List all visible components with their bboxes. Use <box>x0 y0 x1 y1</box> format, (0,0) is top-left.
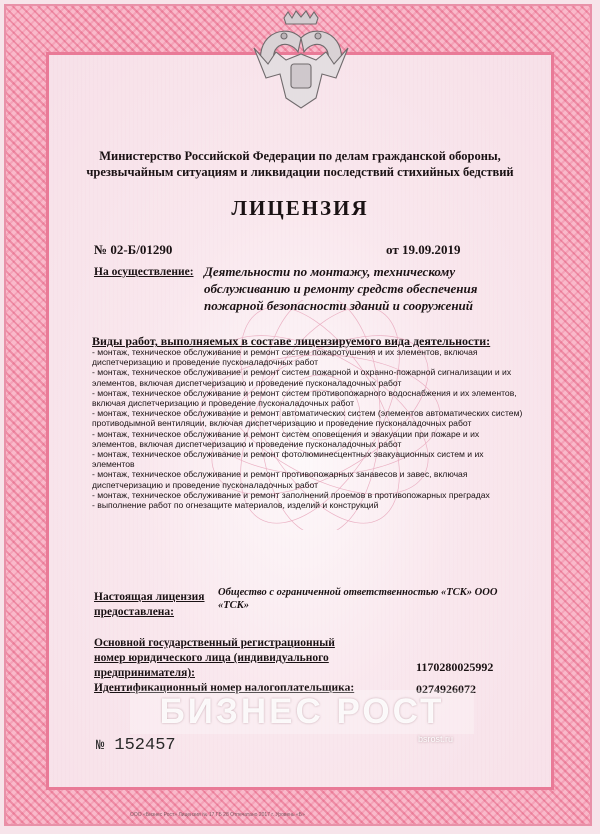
ogrn-label: Основной государственный регистрационный номер юридического лица (индивидуального предпринимателя): <box>94 637 335 679</box>
ministry-name: Министерство Российской Федерации по делам гражданской обороны, чрезвычайным ситуациям и ликвидации последствий стихийных бедствий <box>86 149 514 179</box>
license-number: № 02-Б/01290 <box>94 242 173 257</box>
serial-number <box>96 736 176 755</box>
license-date: от 19.09.2019 <box>386 242 461 257</box>
list-item: - монтаж, техническое обслуживание и ремонт заполнений проемов в противопожарных преградах <box>92 489 490 500</box>
watermark-site: bsrost.ru <box>418 734 454 744</box>
list-item: - монтаж, техническое обслуживание и ремонт систем противопожарного водоснабжения и их элементов, включая диспетчеризацию и проведение пусконаладочных работ <box>92 387 517 409</box>
list-item: - монтаж, техническое обслуживание и ремонт систем оповещения и эвакуации при пожаре и их элементов, включая диспетчеризацию и проведение пусконаладочных работ <box>92 428 480 449</box>
implementation-label: На осуществление: <box>94 266 194 278</box>
list-item: - монтаж, техническое обслуживание и ремонт систем пожарной и охранно-пожарной сигнализации и их элементов, включая диспетчеризацию и проведение пусконаладочных работ <box>92 367 512 388</box>
implementation-text: Деятельности по монтажу, техническому обслуживанию и ремонту средств обеспечения пожарной безопасности зданий и сооружений <box>204 264 478 313</box>
list-item: - монтаж, техническое обслуживание и ремонт систем пожаротушения и их элементов, включая диспетчеризацию и проведение пусконаладочных работ <box>92 347 478 368</box>
issued-organization: Общество с ограниченной ответственностью «ТСК» ООО «ТСК» <box>218 587 498 611</box>
document-title: ЛИЦЕНЗИЯ <box>231 196 369 220</box>
serial-value: 152457 <box>114 736 176 755</box>
list-item: - монтаж, техническое обслуживание и ремонт фотолюминесцентных эвакуационных систем и их элементов <box>92 449 484 470</box>
list-item: - монтаж, техническое обслуживание и ремонт противопожарных занавесов и завес, включая диспетчеризацию и проведение пусконаладочных работ <box>92 469 468 490</box>
list-item: - монтаж, техническое обслуживание и ремонт автоматических систем (элементов автоматических систем) противодымной вентиляции, включая диспетчеризацию и проведение пусконаладочных работ <box>92 408 523 429</box>
watermark-text: БИЗНЕС РОСТ <box>159 692 445 731</box>
works-list <box>92 347 524 510</box>
issued-label: Настоящая лицензия предоставлена: <box>94 591 205 618</box>
inn-label: Идентификационный номер налогоплательщика: <box>94 682 355 694</box>
list-item: - выполнение работ по огнезащите материалов, изделий и конструкций <box>92 500 379 511</box>
printer-imprint: ООО «Бизнес Рост» Лицензия № 17 ГБ 28 Отпечатано 2017 г. Уровень «Б» <box>130 812 305 818</box>
inn-value: 0274926072 <box>416 682 476 696</box>
serial-sign: № <box>96 738 105 754</box>
ogrn-value: 1170280025992 <box>416 660 494 674</box>
works-title: Виды работ, выполняемых в составе лицензируемого вида деятельности: <box>92 334 491 348</box>
double-headed-eagle-icon <box>246 8 356 118</box>
